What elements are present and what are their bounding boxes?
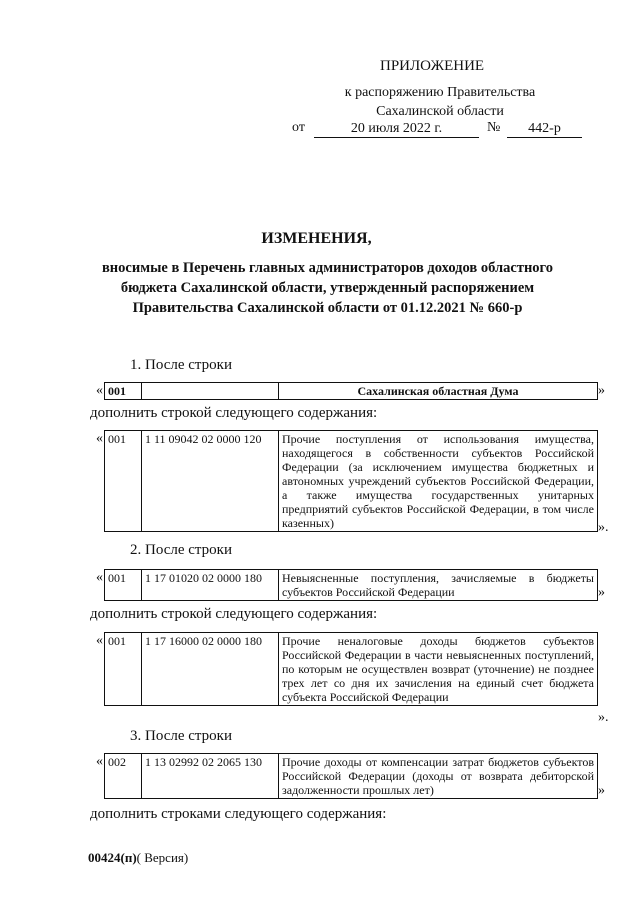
section-3-base-row — [104, 753, 598, 799]
quote-open: « — [96, 431, 103, 446]
footer-version — [88, 850, 188, 866]
footer-version-label: ( Версия) — [136, 850, 189, 865]
section-2-base-row — [104, 569, 598, 601]
appendix-line-2: Сахалинской области — [376, 104, 504, 119]
appendix-title: ПРИЛОЖЕНИЕ — [380, 58, 485, 74]
code-cell: 001 — [105, 633, 142, 706]
name-cell: Сахалинская областная Дума — [279, 383, 598, 400]
section-3-supplement-text: дополнить строками следующего содержания: — [90, 806, 387, 822]
quote-open: « — [96, 633, 103, 648]
name-cell: Прочие поступления от использования имущества, находящегося в собственности субъектов Российской Федерации (за исключением имущества бюджетных и автономных учреждений субъектов Российской Федерации, а также имущества государственных унитарных предприятий субъектов Российской Федерации, в том числе казенных) — [279, 431, 598, 532]
quote-close: » — [598, 585, 605, 600]
kbk-cell: 1 11 09042 02 0000 120 — [142, 431, 279, 532]
quote-open: « — [96, 754, 103, 769]
document-title: ИЗМЕНЕНИЯ, — [261, 230, 372, 247]
quote-open: « — [96, 570, 103, 585]
code-cell: 002 — [105, 754, 142, 799]
section-2-heading: 2. После строки — [130, 542, 232, 558]
quote-close: ». — [598, 710, 609, 725]
subtitle-line-2: бюджета Сахалинской области, утвержденный распоряжением — [120, 280, 535, 296]
code-cell: 001 — [105, 570, 142, 601]
quote-open: « — [96, 383, 103, 398]
kbk-cell — [142, 383, 279, 400]
section-3-heading: 3. После строки — [130, 728, 232, 744]
quote-close: » — [598, 783, 605, 798]
subtitle-line-3: Правительства Сахалинской области от 01.12.2021 № 660-р — [132, 300, 523, 316]
quote-close: » — [598, 383, 605, 398]
footer-code: 00424(п) — [88, 850, 137, 865]
subtitle-line-1: вносимые в Перечень главных администраторов доходов областного — [101, 260, 554, 276]
section-1-new-row — [104, 430, 598, 532]
number-label: № — [487, 120, 501, 135]
order-date: 20 июля 2022 г. — [314, 120, 479, 138]
name-cell: Невыясненные поступления, зачисляемые в бюджеты субъектов Российской Федерации — [279, 570, 598, 601]
kbk-cell: 1 13 02992 02 2065 130 — [142, 754, 279, 799]
order-date-number-row — [292, 120, 592, 140]
appendix-line-1: к распоряжению Правительства — [344, 85, 536, 100]
code-cell: 001 — [105, 383, 142, 400]
order-number: 442-р — [507, 120, 582, 138]
section-1-base-row — [104, 382, 598, 400]
name-cell: Прочие доходы от компенсации затрат бюджетов субъектов Российской Федерации (доходы от возврата дебиторской задолженности прошлых лет) — [279, 754, 598, 799]
section-1-heading: 1. После строки — [130, 357, 232, 373]
kbk-cell: 1 17 16000 02 0000 180 — [142, 633, 279, 706]
code-cell: 001 — [105, 431, 142, 532]
quote-close: ». — [598, 520, 609, 535]
from-label: от — [292, 120, 305, 135]
document-subtitle — [60, 258, 595, 318]
section-2-new-row — [104, 632, 598, 706]
section-1-supplement-text: дополнить строкой следующего содержания: — [90, 405, 378, 421]
section-2-supplement-text: дополнить строкой следующего содержания: — [90, 606, 378, 622]
name-cell: Прочие неналоговые доходы бюджетов субъектов Российской Федерации в части невыясненных поступлений, по которым не осуществлен возврат (уточнение) не позднее трех лет со дня их зачисления на единый счет бюджета субъекта Российской Федерации — [279, 633, 598, 706]
kbk-cell: 1 17 01020 02 0000 180 — [142, 570, 279, 601]
